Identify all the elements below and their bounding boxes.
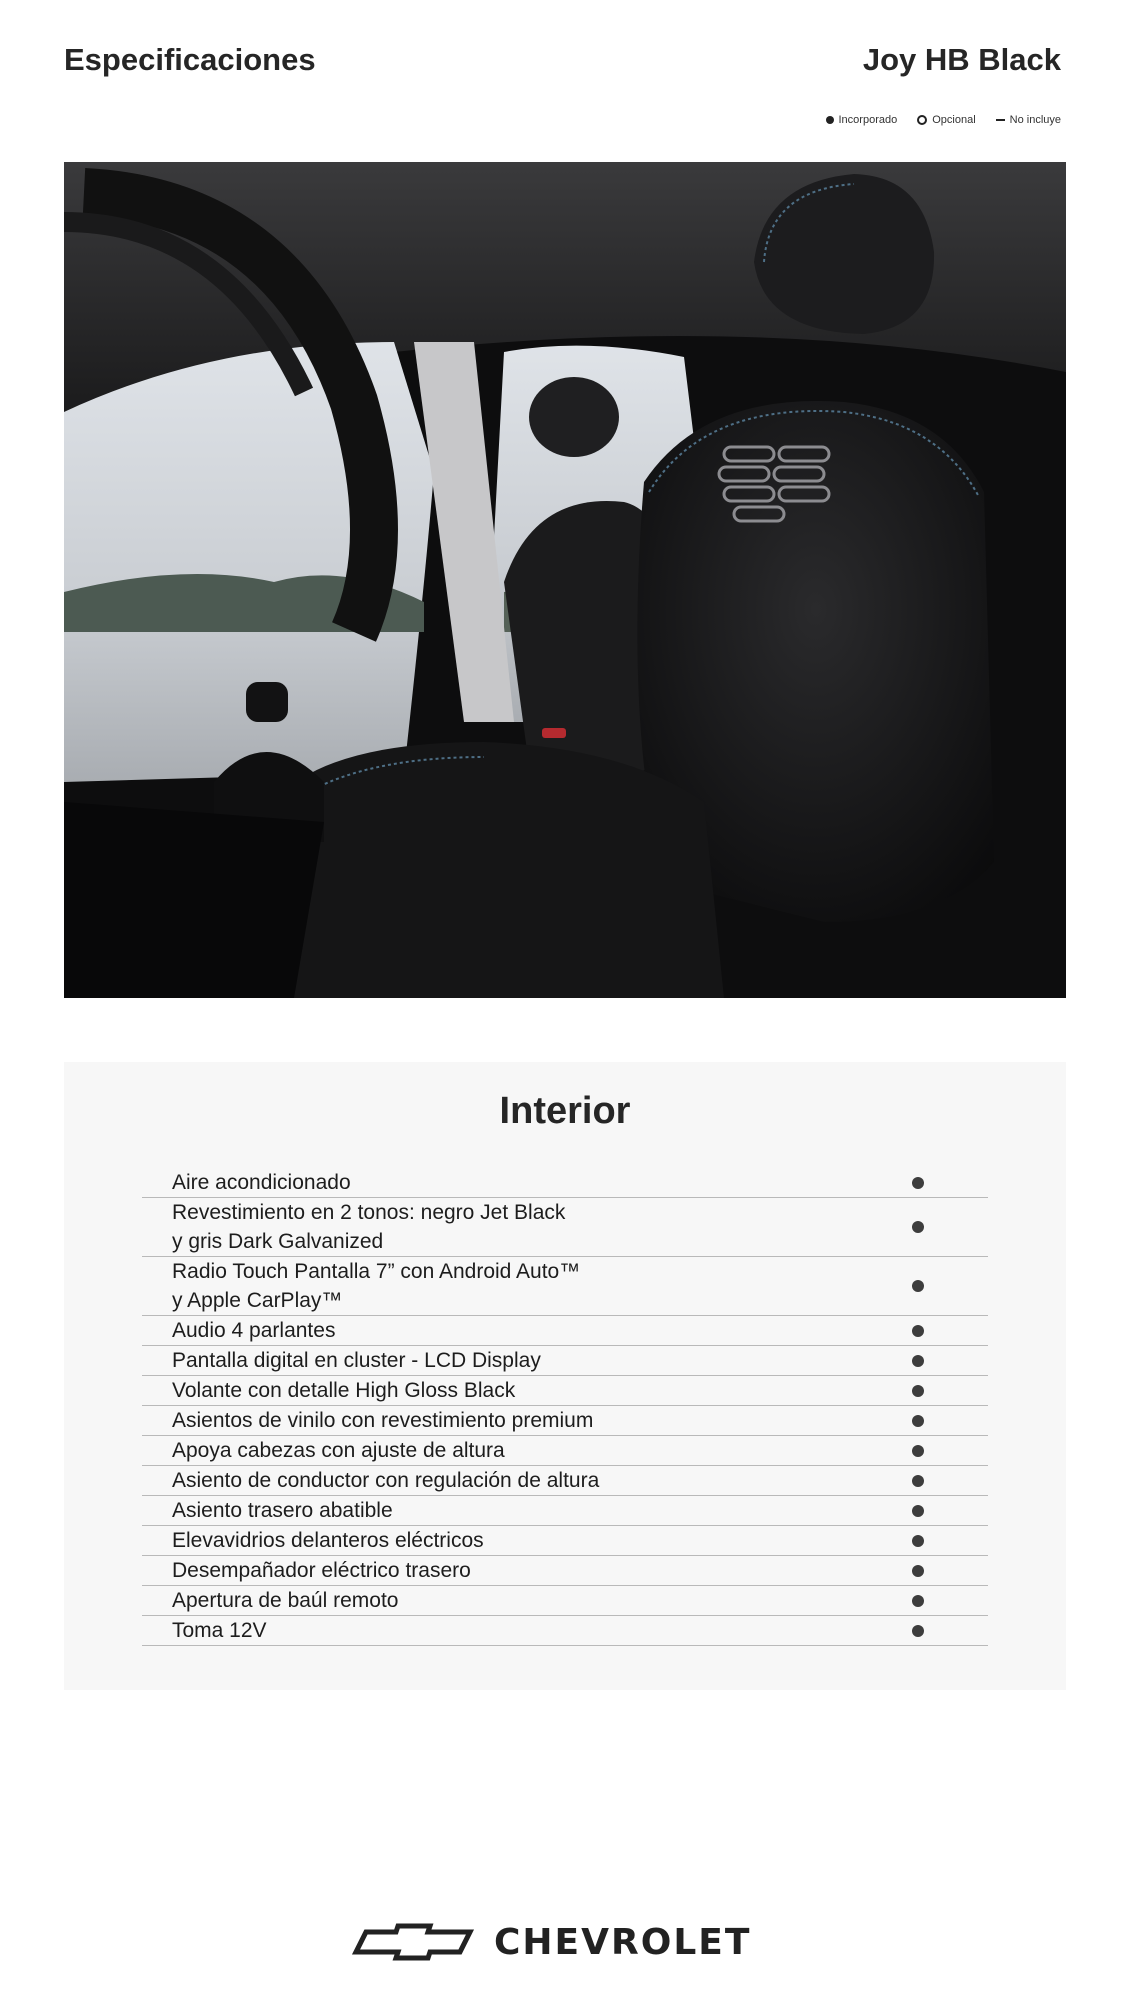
incorporated-dot-icon xyxy=(912,1445,924,1457)
legend-incorporated-label: Incorporado xyxy=(838,114,898,126)
incorporated-dot-icon xyxy=(912,1595,924,1607)
spec-row xyxy=(142,1316,988,1346)
spec-row xyxy=(142,1616,988,1646)
spec-label: Aire acondicionado xyxy=(172,1171,351,1194)
legend xyxy=(806,114,1062,126)
spec-label: Toma 12V xyxy=(172,1619,267,1642)
incorporated-dot-icon xyxy=(912,1625,924,1637)
legend-incorporated xyxy=(826,114,898,126)
spec-row xyxy=(142,1496,988,1526)
spec-row xyxy=(142,1376,988,1406)
dash-icon xyxy=(996,119,1005,121)
bowtie-icon xyxy=(348,1922,478,1962)
open-dot-icon xyxy=(917,115,927,125)
spec-row xyxy=(142,1556,988,1586)
spec-label: Apertura de baúl remoto xyxy=(172,1589,399,1612)
brand-name: CHEVROLET xyxy=(494,1921,752,1963)
legend-optional-label: Opcional xyxy=(932,114,976,126)
spec-label: Radio Touch Pantalla 7” con Android Auto™ y Apple CarPlay™ xyxy=(172,1260,581,1312)
incorporated-dot-icon xyxy=(912,1355,924,1367)
legend-not-included xyxy=(996,114,1061,126)
spec-label: Audio 4 parlantes xyxy=(172,1319,336,1342)
spec-label: Pantalla digital en cluster - LCD Display xyxy=(172,1349,541,1372)
spec-label: Desempañador eléctrico trasero xyxy=(172,1559,471,1582)
incorporated-dot-icon xyxy=(912,1221,924,1233)
spec-label: Volante con detalle High Gloss Black xyxy=(172,1379,516,1402)
spec-row xyxy=(142,1406,988,1436)
incorporated-dot-icon xyxy=(912,1565,924,1577)
filled-dot-icon xyxy=(826,116,834,124)
incorporated-dot-icon xyxy=(912,1505,924,1517)
spec-row xyxy=(142,1586,988,1616)
spec-label: Elevavidrios delanteros eléctricos xyxy=(172,1529,484,1552)
spec-label: Revestimiento en 2 tonos: negro Jet Black y gris Dark Galvanized xyxy=(172,1201,566,1253)
incorporated-dot-icon xyxy=(912,1325,924,1337)
spec-label: Asientos de vinilo con revestimiento premium xyxy=(172,1409,594,1432)
spec-table xyxy=(142,1168,988,1646)
page-title: Especificaciones xyxy=(64,42,316,77)
incorporated-dot-icon xyxy=(912,1415,924,1427)
spec-row xyxy=(142,1257,988,1316)
spec-label: Asiento de conductor con regulación de altura xyxy=(172,1469,600,1492)
model-name: Joy HB Black xyxy=(862,42,1061,77)
incorporated-dot-icon xyxy=(912,1535,924,1547)
spec-label: Asiento trasero abatible xyxy=(172,1499,393,1522)
incorporated-dot-icon xyxy=(912,1475,924,1487)
spec-row xyxy=(142,1168,988,1198)
spec-row xyxy=(142,1198,988,1257)
section-title: Interior xyxy=(499,1090,631,1132)
incorporated-dot-icon xyxy=(912,1177,924,1189)
car-interior-illustration xyxy=(64,162,1066,998)
spec-row xyxy=(142,1466,988,1496)
spec-label: Apoya cabezas con ajuste de altura xyxy=(172,1439,505,1462)
spec-row xyxy=(142,1346,988,1376)
legend-not-included-label: No incluye xyxy=(1009,114,1061,126)
spec-row xyxy=(142,1436,988,1466)
incorporated-dot-icon xyxy=(912,1385,924,1397)
incorporated-dot-icon xyxy=(912,1280,924,1292)
spec-row xyxy=(142,1526,988,1556)
chevrolet-logo xyxy=(348,1920,784,1964)
legend-optional xyxy=(917,114,975,126)
interior-spec-panel xyxy=(64,1062,1066,1690)
interior-photo xyxy=(64,162,1066,998)
